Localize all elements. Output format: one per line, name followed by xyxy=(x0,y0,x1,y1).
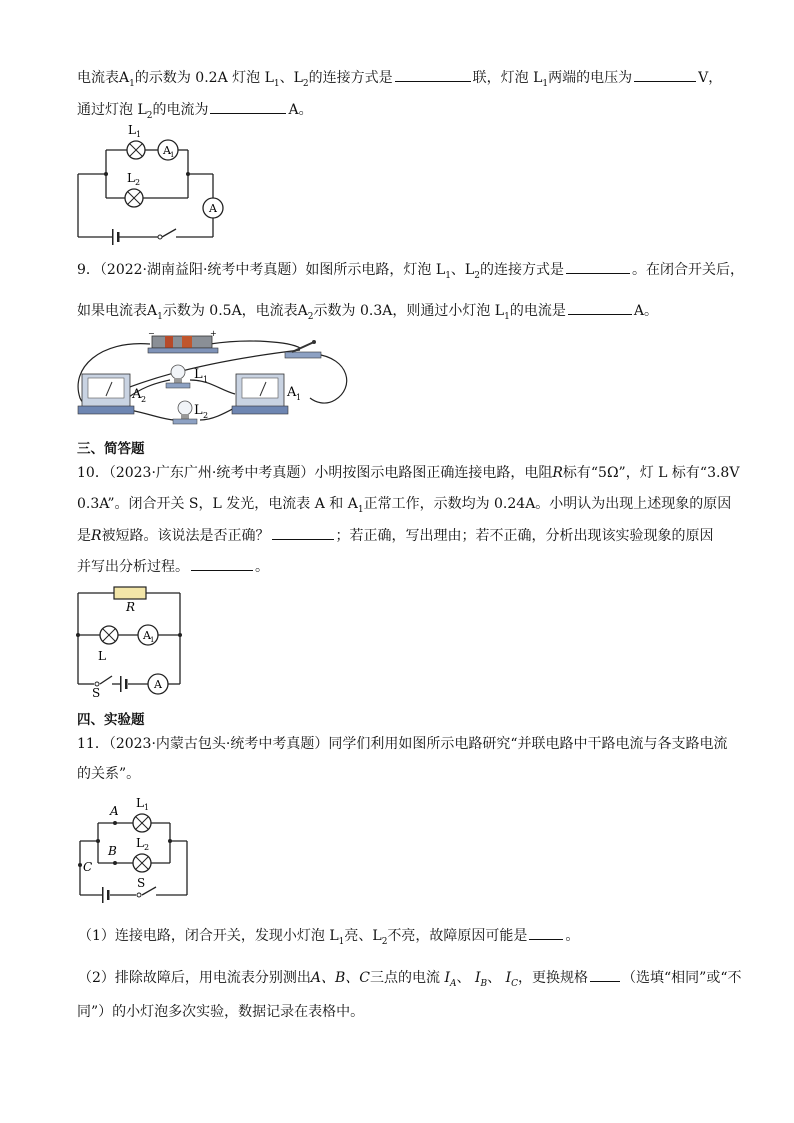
point-c-label: C xyxy=(83,860,93,874)
section-heading-short-answer: 三、简答题 xyxy=(77,441,145,457)
ammeter-a2-sub: 2 xyxy=(141,395,147,404)
lamp-l1-icon xyxy=(133,814,151,832)
resistor-r-icon xyxy=(114,587,146,599)
lamp-l1-label: L xyxy=(136,796,144,810)
bulb-l1-sub: 1 xyxy=(203,375,209,384)
lamp-l2-label: L xyxy=(127,171,135,185)
resistor-r-label: R xyxy=(126,600,136,614)
ammeter-a1-sub: 1 xyxy=(170,151,175,159)
lamp-l1-icon xyxy=(127,141,145,159)
q11-circuit-diagram xyxy=(70,793,200,905)
answer-blank[interactable] xyxy=(529,925,563,940)
q8-line-1: 电流表$A_1$的示数为 0.2A 灯泡 $L_1$、$L_2$的连接方式是 联，灯泡 $L_1$两端的电压为 V， xyxy=(77,67,722,94)
q8-line-2: 通过灯泡 $L_2$的电流为 A。 xyxy=(77,99,313,126)
lamp-l2-sub: 2 xyxy=(144,843,150,852)
ammeter-a-label: A xyxy=(154,678,162,691)
q11-line-1: 11．（2023·内蒙古包头·统考中考真题）同学们利用如图所示电路研究“并联电路中干路电流与各支路电流 xyxy=(77,736,728,752)
q11-line-2: 的关系”。 xyxy=(77,766,141,782)
ammeter-a2-icon xyxy=(78,374,134,414)
q11-sub-2-line-2: 同”）的小灯泡多次实验，数据记录在表格中。 xyxy=(77,1004,365,1020)
bulb-l2-sub: 2 xyxy=(203,411,209,420)
lamp-l2-label: L xyxy=(136,836,144,850)
lamp-l1-label: L xyxy=(128,123,136,137)
lamp-l2-icon xyxy=(125,189,143,207)
ammeter-a1-label: A xyxy=(287,385,297,400)
lamp-l1-sub: 1 xyxy=(144,803,150,812)
q10-line-1: 10．（2023·广东广州·统考中考真题）小明按图示电路图正确连接电路，电阻R标有“5Ω”，灯 L 标有“3.8V xyxy=(77,465,740,481)
switch-s-label: S xyxy=(92,686,101,698)
bulb-l2-label: L xyxy=(194,403,203,418)
lamp-l2-icon xyxy=(133,854,151,872)
ammeter-a-icon xyxy=(148,674,168,694)
battery-icon xyxy=(148,329,218,353)
q10-line-4: 并写出分析过程。 。 xyxy=(77,556,269,577)
answer-blank[interactable] xyxy=(395,67,471,82)
ammeter-a2-label: A xyxy=(132,387,142,402)
answer-blank[interactable] xyxy=(634,67,696,82)
ammeter-a-icon xyxy=(203,198,223,218)
answer-blank[interactable] xyxy=(568,300,632,315)
lamp-l2-sub: 2 xyxy=(135,178,141,187)
point-b-label: B xyxy=(108,844,117,858)
lamp-l1-sub: 1 xyxy=(136,130,142,139)
ammeter-a1-icon xyxy=(158,140,178,160)
section-heading-experiment: 四、实验题 xyxy=(77,712,145,728)
answer-blank[interactable] xyxy=(590,967,620,982)
ammeter-a1-label: A xyxy=(143,629,151,642)
ammeter-a1-label: A xyxy=(163,144,171,157)
bulb-l1-label: L xyxy=(194,367,203,382)
switch-icon xyxy=(285,340,321,358)
answer-blank[interactable] xyxy=(566,259,630,274)
q10-circuit-diagram xyxy=(70,583,190,698)
point-a-label: A xyxy=(110,804,119,818)
svg-text:−: − xyxy=(148,329,155,338)
lamp-l-icon xyxy=(100,626,118,644)
q10-line-2: 0.3A”。闭合开关 S，L 发光，电流表 A 和 $A_1$正常工作，示数均为 0.24A。小明认为出现上述现象的原因 xyxy=(77,496,732,515)
ammeter-a-label: A xyxy=(209,202,217,215)
q9-physical-circuit xyxy=(70,328,350,428)
q8-circuit-diagram xyxy=(70,118,240,246)
bulb-l1-icon xyxy=(166,365,190,388)
answer-blank[interactable] xyxy=(210,99,286,114)
q11-sub-2-line-1: （2）排除故障后，用电流表分别测出A、B、C三点的电流 $I_A$、 $I_B$、 $I_C$，更换规格 （选填“相同”或“不 xyxy=(78,967,741,994)
answer-blank[interactable] xyxy=(191,556,253,571)
q11-sub-1: （1）连接电路，闭合开关，发现小灯泡 $L_1$亮、$L_2$不亮，故障原因可能是 。 xyxy=(78,925,579,952)
switch-s-label: S xyxy=(137,876,146,890)
q10-line-3: 是R被短路。该说法是否正确？ ；若正确，写出理由；若不正确，分析出现该实验现象的原因 xyxy=(77,525,714,546)
q9-line-2: 如果电流表$A_1$示数为 0.5A，电流表$A_2$示数为 0.3A，则通过小灯泡 $L_1$的电流是 A。 xyxy=(77,300,658,327)
answer-blank[interactable] xyxy=(272,525,334,540)
ammeter-a1-sub: 1 xyxy=(296,393,302,402)
ammeter-a1-sub: 1 xyxy=(150,636,155,644)
ammeter-a1-icon xyxy=(232,374,288,414)
lamp-l-label: L xyxy=(98,649,106,663)
ammeter-a1-icon xyxy=(138,625,158,645)
svg-text:+: + xyxy=(210,329,217,338)
q9-line-1: 9．（2022·湖南益阳·统考中考真题）如图所示电路，灯泡 $L_1$、$L_2$的连接方式是 。在闭合开关后， xyxy=(77,259,744,286)
